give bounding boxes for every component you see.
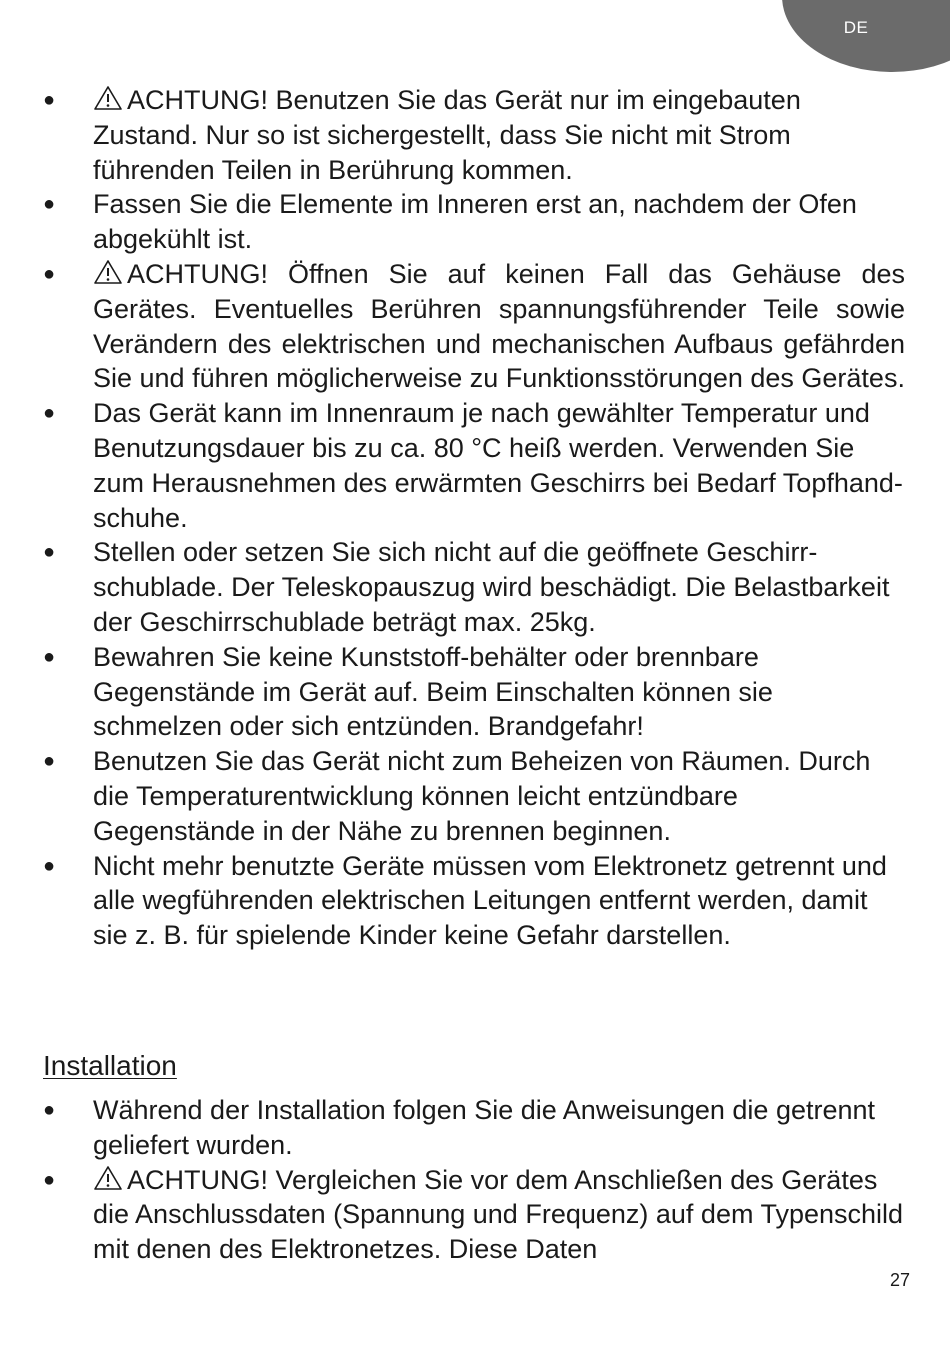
list-item-text: Stellen oder setzen Sie sich nicht auf die geöffnete Geschirr-schublade. Der Teleskopauszug wird beschädigt. Die Belastbarkeit der Geschirrschublade beträgt max. 25kg. — [93, 537, 890, 637]
bullet-icon: ● — [43, 193, 56, 216]
list-item-text: ACHTUNG! Benutzen Sie das Gerät nur im eingebauten Zustand. Nur so ist sichergestellt, dass Sie nicht mit Strom führenden Teilen in Berührung kommen. — [93, 85, 801, 185]
list-item — [0, 1163, 905, 1267]
installation-list — [0, 1093, 905, 1267]
list-item — [0, 83, 905, 187]
bullet-icon: ● — [43, 541, 56, 564]
list-item — [0, 640, 905, 744]
page-number: 27 — [889, 1270, 910, 1290]
list-item — [0, 187, 905, 257]
warning-triangle-icon — [93, 1165, 123, 1191]
safety-list — [0, 83, 905, 953]
warning-triangle-icon — [93, 259, 123, 285]
bullet-icon: ● — [43, 750, 56, 773]
list-item-text: ACHTUNG! Vergleichen Sie vor dem Anschließen des Gerätes die Anschlussdaten (Spannung und Frequenz) auf dem Typenschild mit denen des Elektronetzes. Diese Daten — [93, 1164, 904, 1265]
bullet-icon: ● — [43, 262, 56, 285]
list-item — [0, 257, 905, 396]
bullet-icon: ● — [43, 645, 56, 668]
bullet-icon: ● — [43, 1168, 56, 1191]
list-item — [0, 1093, 905, 1163]
list-item-text: Nicht mehr benutzte Geräte müssen vom Elektronetz getrennt und alle wegführenden elektrischen Leitungen entfernt werden, damit sie z. B. für spielende Kinder keine Gefahr darstellen. — [93, 850, 887, 951]
language-tab-label: DE — [843, 18, 869, 37]
warning-triangle-icon — [93, 85, 123, 111]
bullet-icon: ● — [43, 89, 56, 111]
bullet-icon: ● — [43, 854, 56, 877]
list-item-text: Benutzen Sie das Gerät nicht zum Beheizen von Räumen. Durch die Temperaturentwicklung können leicht entzündbare Gegenstände in der Nähe zu brennen beginnen. — [93, 746, 871, 846]
list-item — [0, 849, 905, 953]
list-item-text: Während der Installation folgen Sie die Anweisungen die getrennt geliefert wurden. — [93, 1095, 876, 1160]
list-item-text: Bewahren Sie keine Kunststoff-behälter oder brennbare Gegenstände im Gerät auf. Beim Einschalten können sie schmelzen oder sich entzünden. Brandgefahr! — [93, 641, 773, 742]
list-item — [0, 535, 905, 639]
list-item-text: Fassen Sie die Elemente im Inneren erst an, nachdem der Ofen abgekühlt ist. — [93, 189, 857, 255]
list-item — [0, 396, 905, 535]
bullet-icon: ● — [43, 402, 56, 425]
list-item-text: Das Gerät kann im Innenraum je nach gewählter Temperatur und Benutzungsdauer bis zu ca. 80 °C heiß werden. Verwenden Sie zum Herausnehmen des erwärmten Geschirrs bei Bedarf Topfhand-schuhe. — [93, 398, 903, 533]
bullet-icon: ● — [43, 1099, 56, 1121]
list-item — [0, 744, 905, 848]
list-item-text: ACHTUNG! Öffnen Sie auf keinen Fall das Gehäuse des Gerätes. Eventuelles Berühren spannungsführender Teile sowie Verändern des elektrischen und mechanischen Aufbaus gefährden Sie und führen möglicherweise zu Funktionsstörungen des Gerätes. — [93, 258, 905, 394]
section-heading-installation: Installation — [43, 1050, 177, 1081]
